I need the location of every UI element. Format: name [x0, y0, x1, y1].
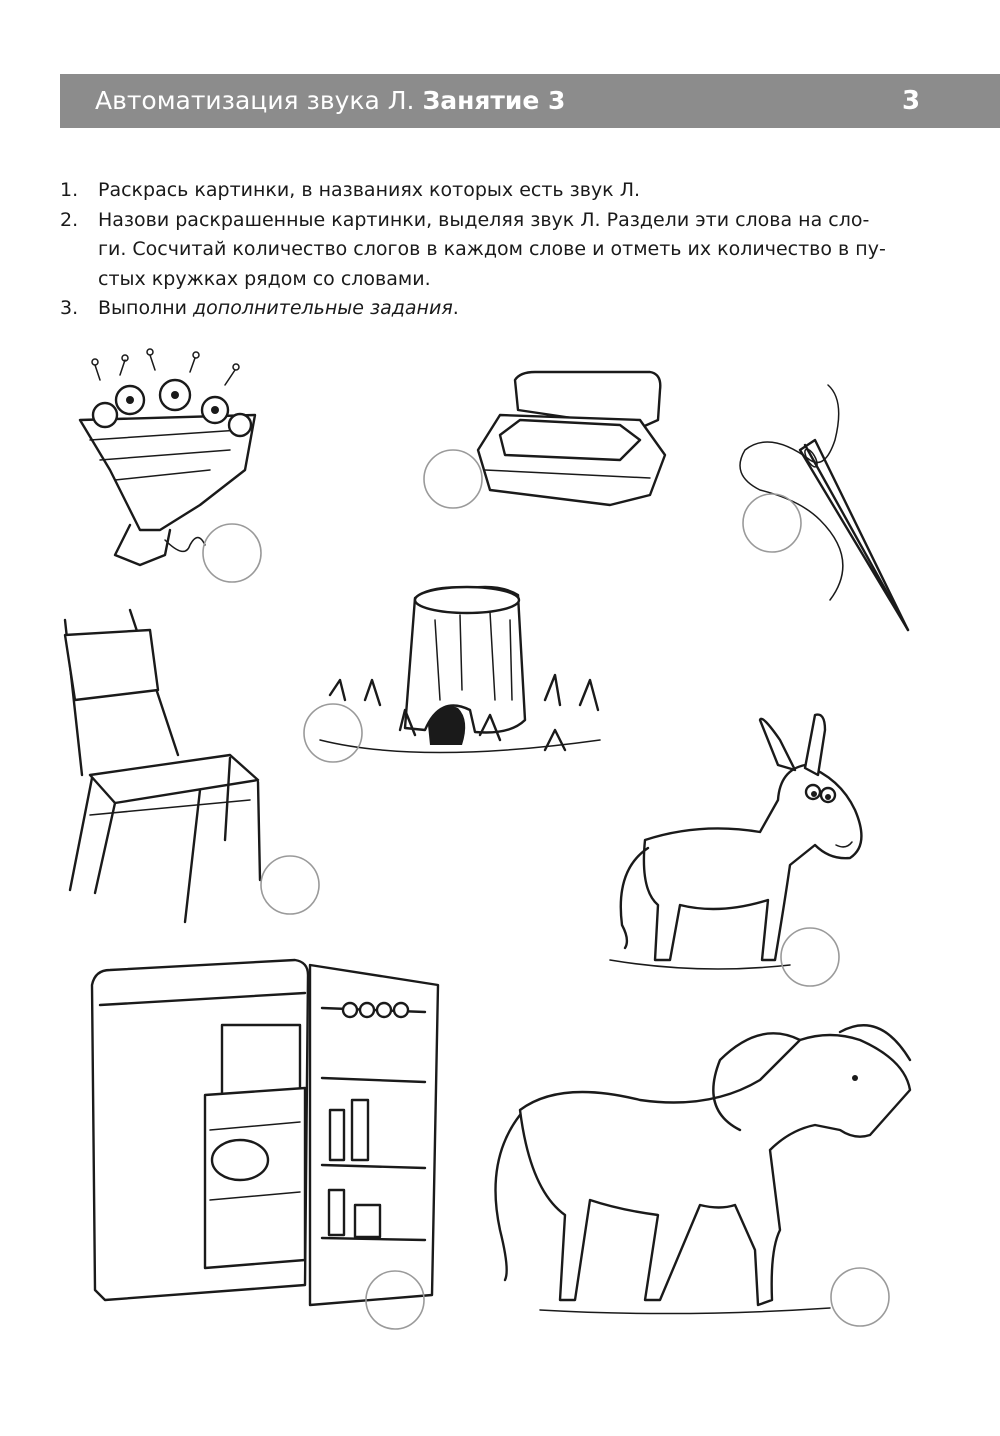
refrigerator-icon: [92, 960, 438, 1305]
task-text-line3: стых кружках рядом со словами.: [98, 267, 431, 290]
needle-icon: [740, 385, 908, 630]
syllable-circle[interactable]: [261, 856, 319, 914]
page-number: 3: [902, 86, 921, 116]
syllable-circle[interactable]: [781, 928, 839, 986]
task-text-italic: дополнительные задания: [193, 297, 453, 319]
syllable-circle[interactable]: [831, 1268, 889, 1326]
task-number: 2.: [60, 208, 79, 231]
task-text: Выполни: [98, 297, 194, 319]
syllable-circle[interactable]: [304, 704, 362, 762]
task-text: Раскрась картинки, в названиях которых есть звук Л.: [98, 179, 641, 201]
bouquet-icon: [80, 349, 255, 565]
task-text: Назови раскрашенные картинки, выделяя звук Л. Раздели эти слова на сло-: [98, 208, 870, 231]
title-regular: Автоматизация звука Л.: [95, 86, 415, 115]
task-text-line2: ги. Сосчитай количество слогов в каждом слове и отметь их количество в пу-: [98, 238, 886, 260]
task-text-end: .: [452, 297, 459, 319]
chair-icon: [65, 610, 260, 922]
syllable-circle[interactable]: [743, 494, 801, 552]
task-number: 1.: [60, 179, 79, 201]
soap-dish-icon: [478, 372, 665, 505]
syllable-circle[interactable]: [203, 524, 261, 582]
task-number: 3.: [60, 297, 79, 319]
title-bold: Занятие 3: [422, 86, 566, 115]
syllable-circle[interactable]: [424, 450, 482, 508]
